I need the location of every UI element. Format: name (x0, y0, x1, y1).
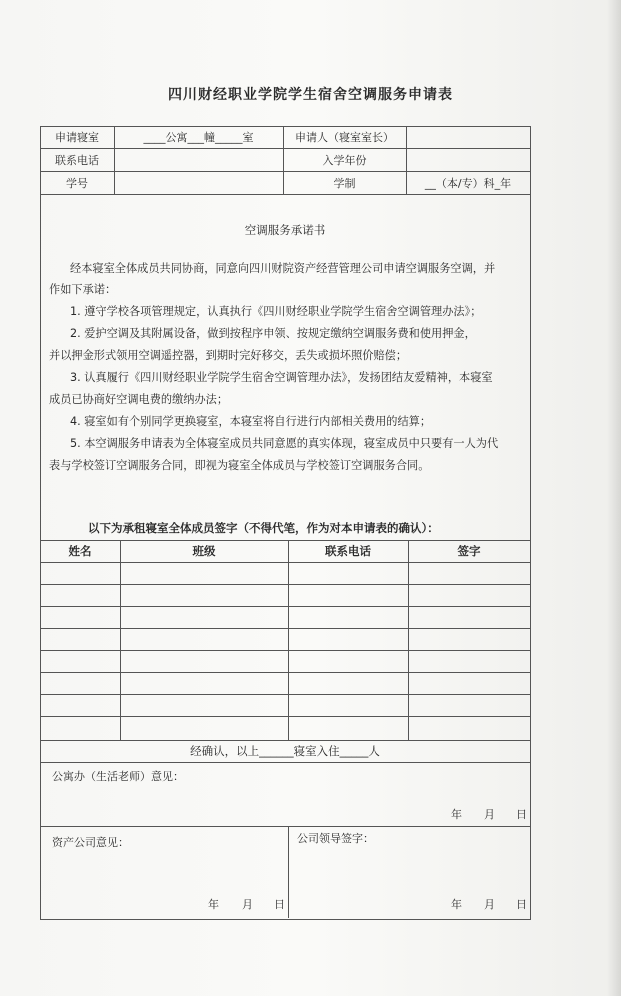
program-value[interactable]: __（本/专）科_年 (424, 177, 512, 190)
asset-company-year: 年 (208, 898, 219, 911)
divider (40, 650, 530, 651)
divider (40, 826, 530, 827)
commitment-item-4: 4. 寝室如有个别同学更换寝室，本寝室将自行进行内部相关费用的结算； (70, 415, 432, 428)
divider (40, 584, 530, 585)
divider (40, 716, 530, 717)
commitment-intro-1: 经本寝室全体成员共同协商，同意向四川财院资产经营管理公司申请空调服务空调，并 (70, 262, 496, 275)
company-leader-label: 公司领导签字： (297, 832, 374, 845)
commitment-title: 空调服务承诺书 (244, 223, 326, 237)
asset-company-month: 月 (242, 898, 253, 911)
page-edge-shadow (607, 0, 621, 996)
dorm-office-year: 年 (451, 808, 462, 821)
form-title: 四川财经职业学院学生宿舍空调服务申请表 (168, 87, 453, 103)
confirm-text: 经确认，以上______寝室入住_____人 (190, 744, 380, 758)
dorm-office-month: 月 (484, 808, 495, 821)
column-header-signature: 签字 (457, 544, 481, 558)
divider (40, 762, 530, 763)
column-header-phone: 联系电话 (325, 544, 371, 558)
divider (40, 672, 530, 673)
commitment-item-5b: 表与学校签订空调服务合同，即视为寝室全体成员与学校签订空调服务合同。 (49, 459, 430, 472)
commitment-item-3a: 3. 认真履行《四川财经职业学院学生宿舍空调管理办法》，发扬团结友爱精神，本寝室 (70, 371, 493, 384)
divider (408, 540, 409, 740)
commitment-item-2b: 并以押金形式领用空调遥控器，到期时完好移交，丢失或损坏照价赔偿； (49, 349, 408, 362)
company-leader-year: 年 (451, 898, 462, 911)
divider (288, 826, 289, 918)
dorm-value[interactable]: ____公寓___幢_____室 (143, 131, 254, 144)
program-label: 学制 (333, 177, 356, 190)
asset-company-label: 资产公司意见： (52, 836, 129, 849)
signature-heading: 以下为承租寝室全体成员签字（不得代笔，作为对本申请表的确认）： (88, 521, 439, 535)
commitment-item-3b: 成员已协商好空调电费的缴纳办法； (49, 393, 229, 406)
commitment-item-1: 1. 遵守学校各项管理规定，认真执行《四川财经职业学院学生宿舍空调管理办法》； (70, 305, 482, 318)
applicant-label: 申请人（寝室室长） (295, 131, 394, 144)
divider (40, 740, 530, 741)
company-leader-day: 日 (516, 898, 527, 911)
divider (40, 562, 530, 563)
column-header-class: 班级 (192, 544, 216, 558)
asset-company-day: 日 (274, 898, 285, 911)
commitment-item-2a: 2. 爱护空调及其附属设备，做到按程序申领、按规定缴纳空调服务费和使用押金， (70, 327, 476, 340)
divider (40, 606, 530, 607)
divider (40, 628, 530, 629)
commitment-intro-2: 作如下承诺： (49, 283, 117, 296)
dorm-label: 申请寝室 (55, 131, 99, 144)
student-id-label: 学号 (66, 177, 88, 190)
phone-label: 联系电话 (55, 154, 99, 167)
column-header-name: 姓名 (68, 544, 92, 558)
divider (288, 540, 289, 740)
dorm-office-label: 公寓办（生活老师）意见： (52, 770, 184, 783)
divider (40, 194, 530, 195)
enroll-year-label: 入学年份 (322, 154, 367, 167)
company-leader-month: 月 (484, 898, 495, 911)
dorm-office-day: 日 (516, 808, 527, 821)
divider (40, 694, 530, 695)
divider (120, 540, 121, 740)
commitment-item-5a: 5. 本空调服务申请表为全体寝室成员共同意愿的真实体现，寝室成员中只要有一人为代 (70, 437, 499, 450)
